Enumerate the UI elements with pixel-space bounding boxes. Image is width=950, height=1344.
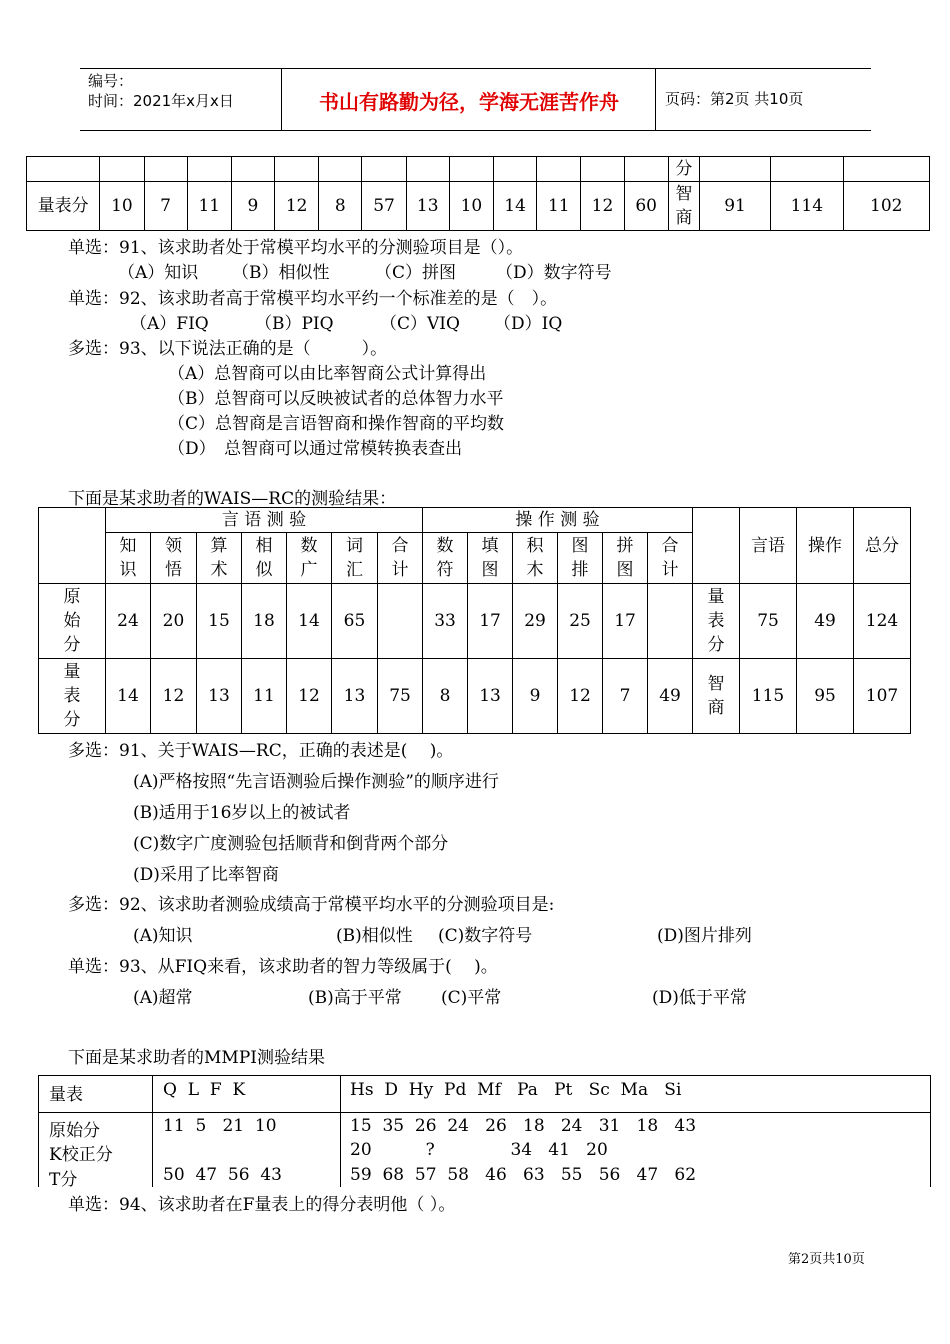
table-row [39,584,911,659]
row-label: 量表分 [27,182,100,231]
table-cell: 9 [513,659,558,734]
table-cell: 57 [362,182,406,231]
iq-label [668,182,699,231]
option-b: （B）总智商可以反映被试者的总体智力水平 [168,389,504,409]
subtest-header-text: 填图 [481,536,499,580]
table-cell [378,584,423,659]
table-cell: 25 [558,584,603,659]
verbal-header: 言 语 测 验 [106,508,423,533]
subtest-header [106,533,151,584]
table-cell: 14 [106,659,151,734]
option-d: (D)图片排列 [657,926,752,946]
option-c: (C)数字符号 [438,926,533,946]
summary-header: 操作 [797,508,854,584]
mmpi-table [38,1075,931,1190]
table-cell: 12 [275,182,319,231]
table-cell: 17 [603,584,648,659]
mmpi-col-divider [152,1076,153,1187]
table-cell: 12 [151,659,197,734]
page-footer: 第2页共10页 [788,1252,865,1267]
option-d: （D）数字符号 [496,263,612,283]
mmpi-clinical-values: 15 35 26 24 26 18 24 31 18 43 [350,1116,697,1136]
table-cell: 115 [740,659,797,734]
subtest-header [151,533,197,584]
option-a: (A)超常 [133,988,193,1008]
table-cell: 15 [197,584,242,659]
summary-header: 总分 [854,508,911,584]
table-cell: 18 [242,584,287,659]
table-cell: 13 [406,182,449,231]
option-b: (B)适用于16岁以上的被试者 [133,803,351,823]
mmpi-intro: 下面是某求助者的MMPI测验结果 [68,1048,325,1068]
table-cell: 65 [332,584,378,659]
table-cell [648,584,693,659]
wais-table [38,507,911,734]
summary-header: 言语 [740,508,797,584]
table-cell: 12 [287,659,332,734]
subtest-header-text: 图排 [571,536,589,580]
option-d: (D)采用了比率智商 [133,865,279,885]
subtest-header-text: 相似 [255,536,273,580]
subtest-header [468,533,513,584]
table-cell: 114 [771,182,843,231]
table-cell: 60 [624,182,668,231]
mmpi-col-header: Hs D Hy Pd Mf Pa Pt Sc Ma Si [350,1080,682,1100]
header-meta [88,71,234,111]
option-d: （D） 总智商可以通过常模转换表查出 [168,439,463,459]
subtest-header-text: 拼图 [616,536,634,580]
question-92: 多选：92、该求助者测验成绩高于常模平均水平的分测验项目是: [68,895,555,915]
subtest-header [558,533,603,584]
wais-intro [68,484,396,509]
subtest-header [423,533,468,584]
table-cell: 13 [468,659,513,734]
question-93: 多选：93、以下说法正确的是（ ）。 [68,339,388,359]
table-cell: 分 [668,157,699,182]
option-d: （D）IQ [494,314,563,334]
subtest-header [332,533,378,584]
row-label-text: 智商 [707,674,725,718]
table-cell: 33 [423,584,468,659]
page-header [80,68,871,131]
mmpi-row-label: 原始分 [49,1121,100,1141]
option-c: （C）拼图 [375,263,457,283]
option-c: (C)数字广度测验包括顺背和倒背两个部分 [133,834,449,854]
mmpi-row-label: T分 [49,1170,78,1190]
subtest-header-text: 合计 [661,536,679,580]
table-cell: 102 [843,182,930,231]
subtest-header [378,533,423,584]
table-cell: 7 [603,659,648,734]
mmpi-header-divider [39,1112,930,1113]
table-row [39,508,911,533]
subtest-header [603,533,648,584]
option-c: (C)平常 [441,988,502,1008]
header-divider [655,69,656,130]
table-cell: 24 [106,584,151,659]
table-cell: 49 [797,584,854,659]
subtest-header-text: 知识 [119,536,137,580]
table-cell: 124 [854,584,911,659]
option-b: （B）相似性 [232,263,330,283]
question-91: 单选：91、该求助者处于常模平均水平的分测验项目是（）。 [68,238,524,258]
option-b: (B)高于平常 [308,988,402,1008]
table-cell: 14 [287,584,332,659]
option-a: （A）FIQ [130,314,209,334]
subtest-header-text: 数符 [436,536,454,580]
mmpi-col-divider [340,1076,341,1187]
table-cell: 20 [151,584,197,659]
subtest-header [197,533,242,584]
subtest-header-text: 算术 [210,536,228,580]
table-row [27,182,930,231]
table-row [27,157,930,182]
row-label [693,659,740,734]
table-cell: 13 [332,659,378,734]
option-b: （B）PIQ [255,314,334,334]
subtest-header-text: 词汇 [346,536,363,580]
table-cell: 107 [854,659,911,734]
row-label [39,584,106,659]
row-label-text: 量表分 [707,587,725,655]
number-label: 编号： [88,72,134,90]
table-cell: 95 [797,659,854,734]
question-94: 单选：94、该求助者在F量表上的得分表明他（ ）。 [68,1195,456,1215]
subtest-header-text: 领悟 [165,536,182,580]
row-label-text: 原始分 [63,587,81,655]
subtest-header [287,533,332,584]
table-cell: 91 [699,182,770,231]
row-label-text: 量表分 [63,662,81,730]
table-cell: 10 [449,182,493,231]
iq-label-text: 智商 [675,184,693,228]
mmpi-validity-values: 11 5 21 10 [163,1116,277,1136]
table-cell: 9 [231,182,274,231]
question-text: 多选：91、关于WAIS—RC，正确的表述是( )。 [68,741,454,761]
wais-intro-text: 下面是某求助者的WAIS—RC的测验结果： [68,489,397,509]
mmpi-row-label: K校正分 [49,1145,113,1165]
mmpi-validity-values: 50 47 56 43 [163,1165,282,1185]
table-cell: 8 [319,182,362,231]
time-label: 时间：2021年x月x日 [88,92,234,110]
table-cell: 49 [648,659,693,734]
table-cell: 11 [537,182,581,231]
question-92: 单选：92、该求助者高于常模平均水平约一个标准差的是（ ）。 [68,289,558,309]
subtest-header [513,533,558,584]
row-label [39,659,106,734]
table-row [39,659,911,734]
option-a: （A）知识 [118,263,199,283]
table-cell: 7 [144,182,187,231]
table-cell: 14 [494,182,537,231]
table-cell: 75 [378,659,423,734]
table-cell: 75 [740,584,797,659]
mmpi-col-header: 量表 [49,1085,83,1105]
table-cell: 12 [581,182,624,231]
option-c: （C）总智商是言语智商和操作智商的平均数 [168,414,505,434]
table-cell: 8 [423,659,468,734]
mmpi-clinical-values: 20 ? 34 41 20 [350,1140,608,1160]
table-cell: 10 [100,182,144,231]
table-cell: 29 [513,584,558,659]
mmpi-col-header: Q L F K [163,1080,246,1100]
option-b: (B)相似性 [336,926,413,946]
subtest-header [648,533,693,584]
subtest-header [242,533,287,584]
header-motto: 书山有路勤为径，学海无涯苦作舟 [319,90,619,114]
table-cell: 17 [468,584,513,659]
option-d: (D)低于平常 [652,988,747,1008]
performance-header: 操 作 测 验 [423,508,693,533]
mmpi-clinical-values: 59 68 57 58 46 63 55 56 47 62 [350,1165,697,1185]
option-c: （C）VIQ [380,314,460,334]
subtest-header-text: 数广 [300,536,318,580]
option-a: （A）总智商可以由比率智商公式计算得出 [168,364,487,384]
question-91 [68,736,453,761]
table-cell: 11 [242,659,287,734]
header-page-info: 页码：第2页 共10页 [665,90,804,108]
table-cell: 13 [197,659,242,734]
score-table-partial [26,156,930,231]
row-label [693,584,740,659]
subtest-header-text: 合计 [391,536,409,580]
option-a: (A)严格按照“先言语测验后操作测验”的顺序进行 [133,772,499,792]
table-cell: 11 [187,182,231,231]
table-cell: 12 [558,659,603,734]
option-a: (A)知识 [133,926,193,946]
subtest-header-text: 积木 [526,536,544,580]
question-93: 单选：93、从FIQ来看，该求助者的智力等级属于( )。 [68,957,498,977]
